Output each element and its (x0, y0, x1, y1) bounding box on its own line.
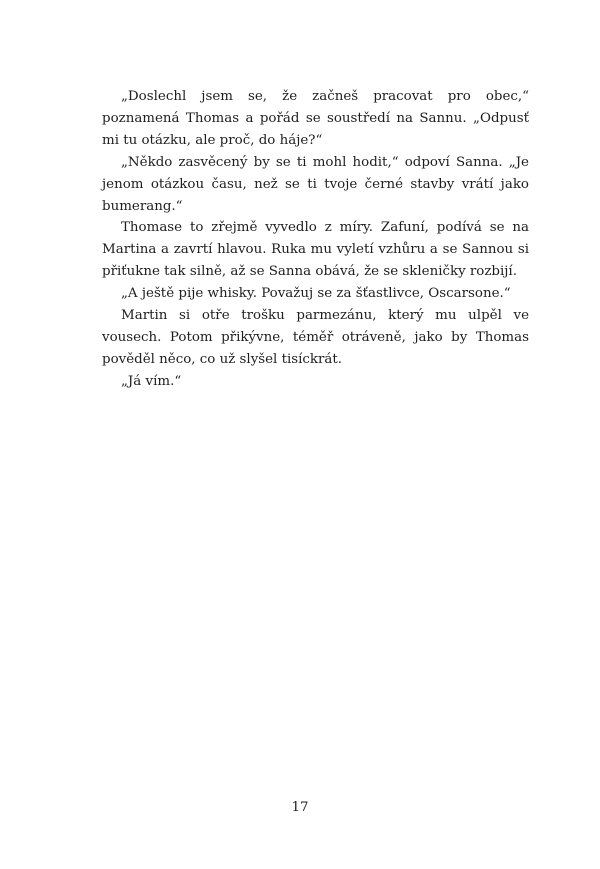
paragraph-3: Thomase to zřejmě vyvedlo z míry. Zafuní, podívá se na Martina a zavrtí hlavou. Ruka mu vyletí vzhůru a se Sannou si přiťukne tak silně, až se Sanna obává, že se skleničky rozbijí. (102, 220, 529, 280)
body-text (102, 86, 529, 393)
paragraph-1: „Doslechl jsem se, že začneš pracovat pro obec,“ poznamená Thomas a pořád se soustředí na Sannu. „Odpusť mi tu otázku, ale proč, do háje?“ (102, 89, 529, 148)
paragraph-6: „Já vím.“ (121, 373, 182, 389)
page-number: 17 (291, 800, 309, 815)
paragraph-5: Martin si otře trošku parmezánu, který mu ulpěl ve vousech. Potom přikývne, téměř otráveně, jako by Thomas pověděl něco, co už slyšel tisíckrát. (102, 308, 529, 367)
paragraph-2: „Někdo zasvěcený by se ti mohl hodit,“ odpoví Sanna. „Je jenom otázkou času, než se ti tvoje černé stavby vrátí jako bumerang.“ (102, 154, 529, 214)
paragraph-4: „A ještě pije whisky. Považuj se za šťastlivce, Oscarsone.“ (121, 286, 511, 302)
